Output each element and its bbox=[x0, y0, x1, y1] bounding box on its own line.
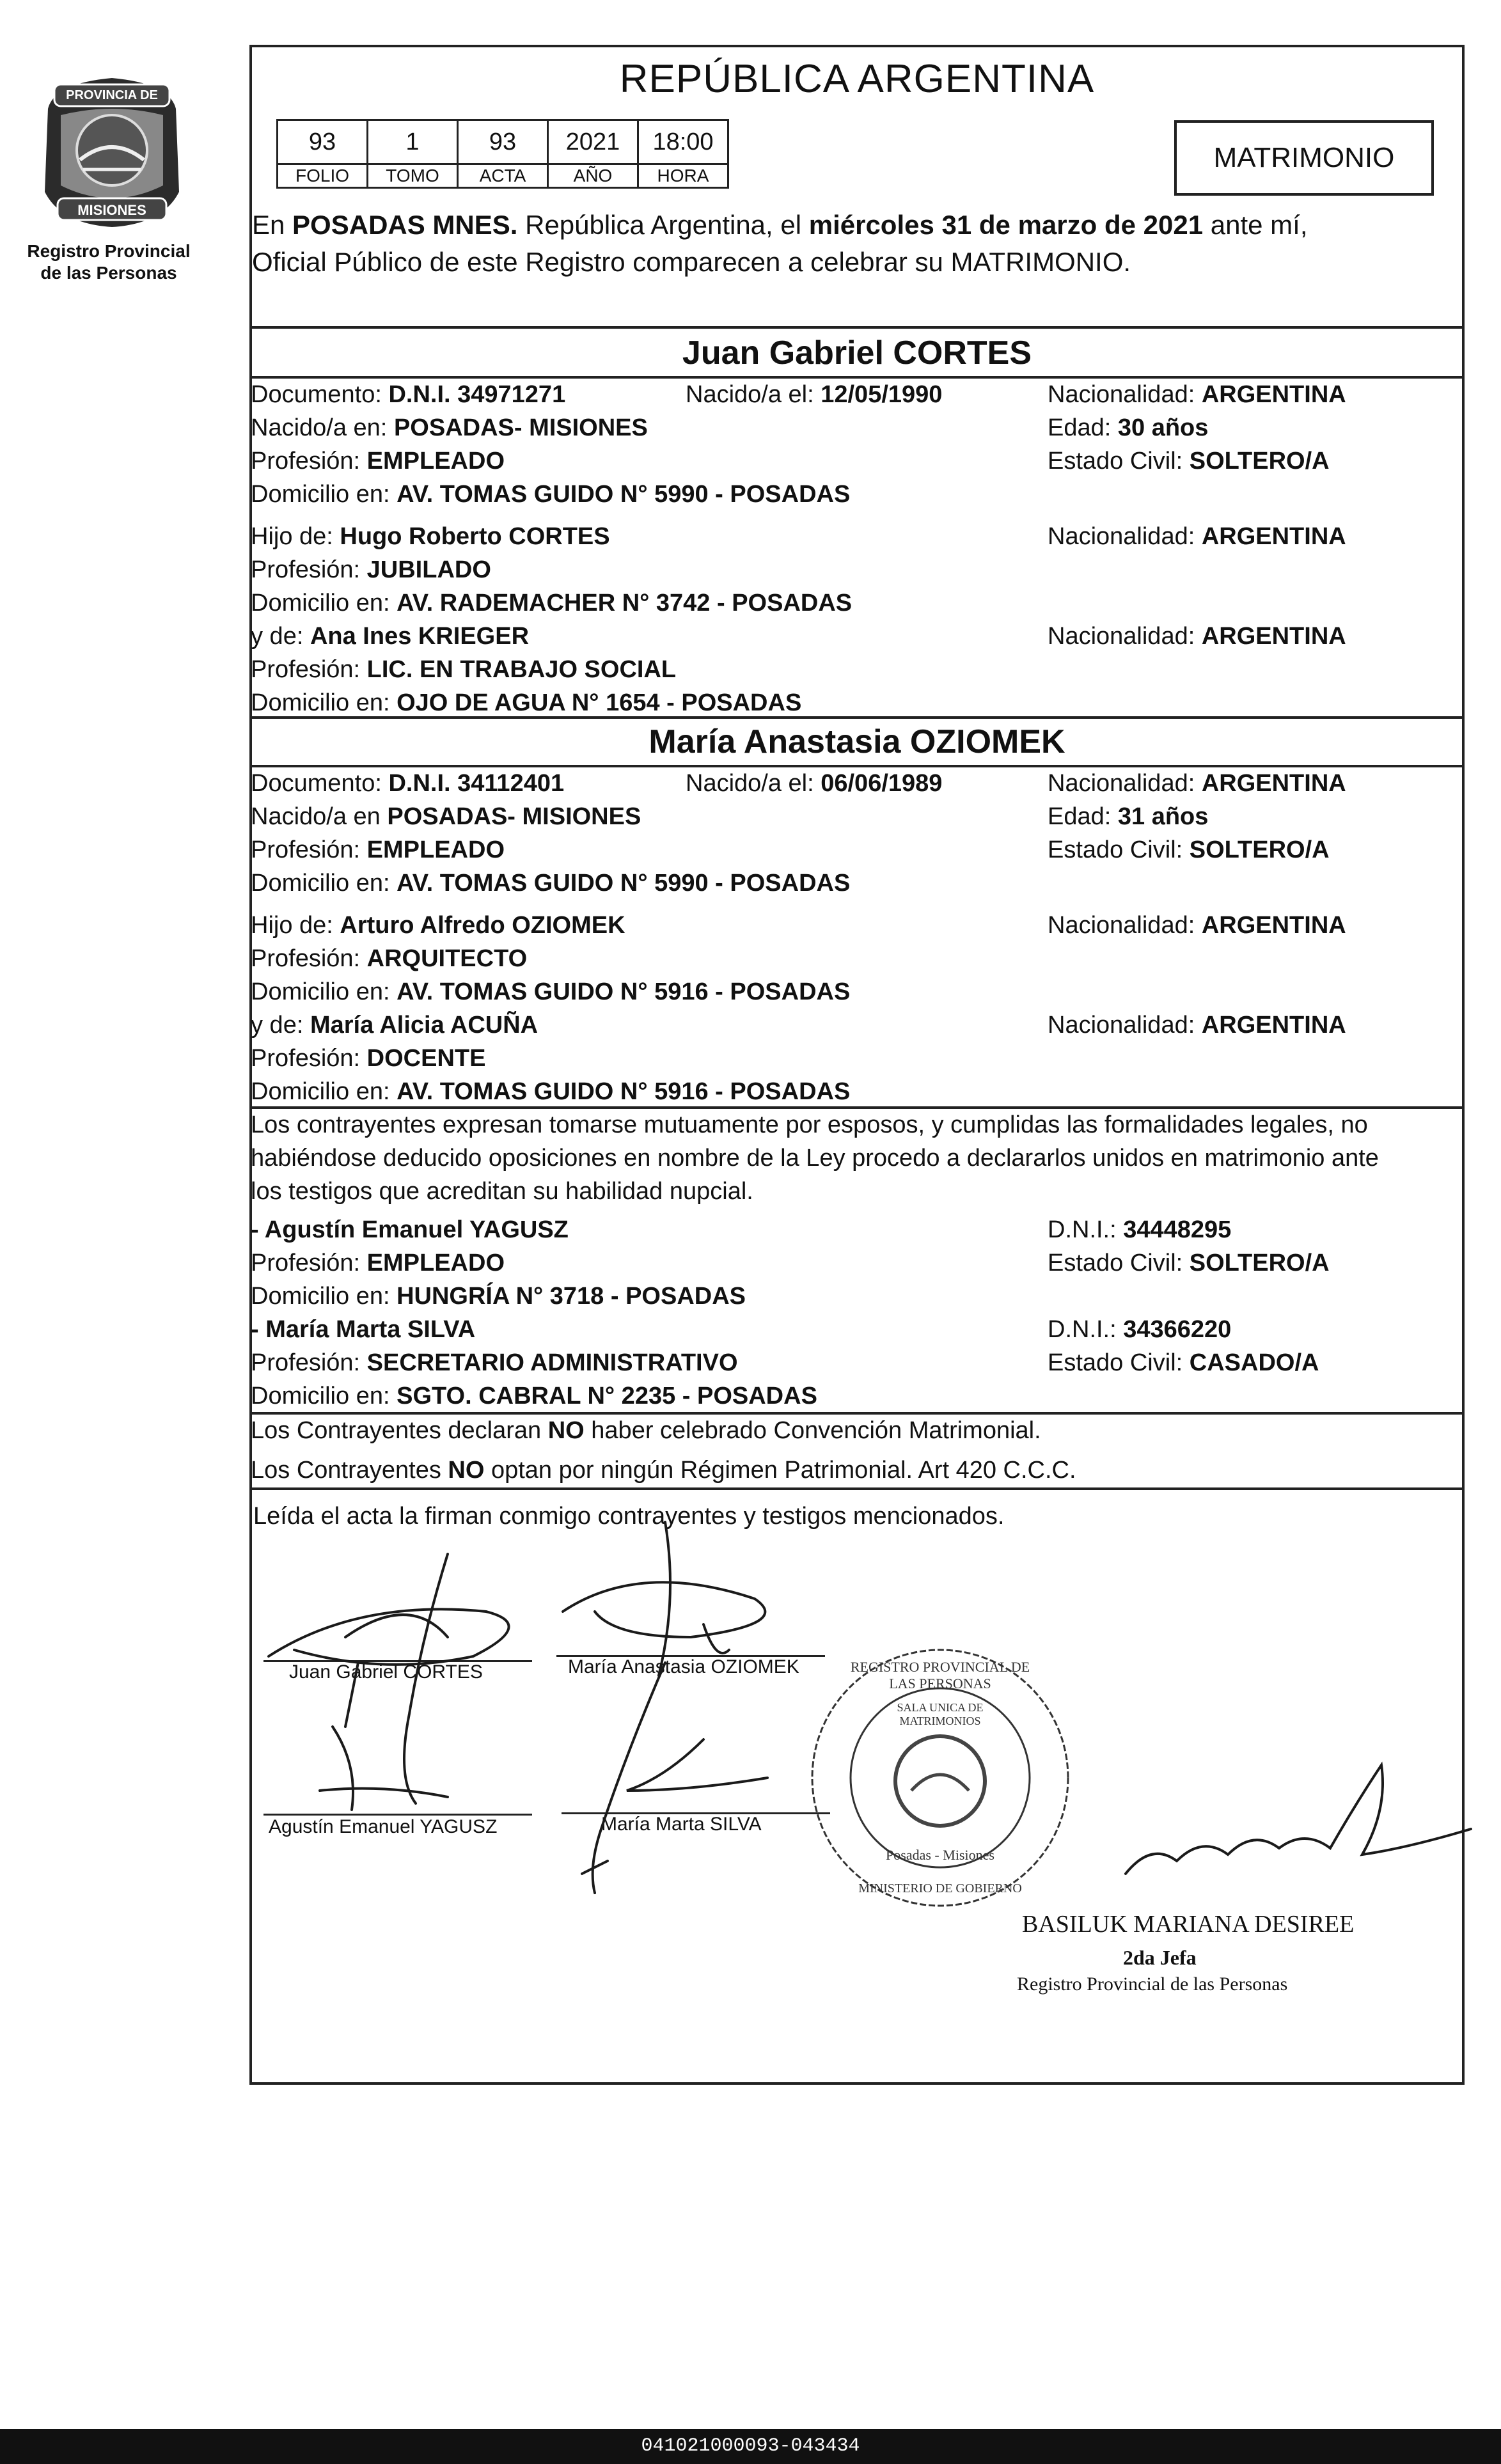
spouse1-civil-status: Estado Civil: SOLTERO/A bbox=[1048, 448, 1330, 475]
anio-label: AÑO bbox=[548, 164, 638, 188]
document-code: 041021000093-043434 bbox=[641, 2435, 860, 2457]
folio-value: 93 bbox=[278, 120, 368, 164]
signature-name-witness2: María Marta SILVA bbox=[601, 1814, 762, 1835]
spouse2-father: Hijo de: Arturo Alfredo OZIOMEK bbox=[251, 912, 625, 939]
spouse2-mother: y de: María Alicia ACUÑA bbox=[251, 1012, 538, 1039]
spouse2-mother-profession: Profesión: DOCENTE bbox=[251, 1045, 486, 1072]
logo-caption-line1: Registro Provincial bbox=[27, 241, 191, 261]
spouse1-father-profession: Profesión: JUBILADO bbox=[251, 556, 491, 583]
folio-label: FOLIO bbox=[278, 164, 368, 188]
official-role: 2da Jefa bbox=[1123, 1946, 1197, 1969]
stamp-outer-text: REGISTRO PROVINCIAL DE LAS PERSONAS bbox=[850, 1659, 1030, 1691]
spouse2-mother-nationality: Nacionalidad: ARGENTINA bbox=[1048, 1012, 1346, 1039]
signature-witness2 bbox=[582, 1663, 767, 1893]
witness1-dni: D.N.I.: 34448295 bbox=[1048, 1216, 1232, 1243]
witness2-profession: Profesión: SECRETARIO ADMINISTRATIVO bbox=[251, 1349, 738, 1376]
witness1-profession: Profesión: EMPLEADO bbox=[251, 1250, 505, 1276]
tomo-label: TOMO bbox=[368, 164, 458, 188]
spouse1-document-row: Documento: D.N.I. 34971271 bbox=[251, 381, 566, 408]
clause-regime: Los Contrayentes NO optan por ningún Régimen Patrimonial. Art 420 C.C.C. bbox=[251, 1457, 1076, 1484]
hora-value: 18:00 bbox=[638, 120, 728, 164]
clause-convention: Los Contrayentes declaran NO haber celebrado Convención Matrimonial. bbox=[251, 1417, 1041, 1444]
spouse1-name: Juan Gabriel CORTES bbox=[682, 334, 1032, 372]
doc-type: MATRIMONIO bbox=[1213, 142, 1395, 173]
official-name: BASILUK MARIANA DESIREE bbox=[1022, 1911, 1355, 1938]
signature-spouse2 bbox=[563, 1522, 765, 1675]
spouse2-father-nationality: Nacionalidad: ARGENTINA bbox=[1048, 912, 1346, 939]
official-office: Registro Provincial de las Personas bbox=[1017, 1974, 1288, 1995]
stamp-ministry: MINISTERIO DE GOBIERNO bbox=[858, 1881, 1022, 1895]
spouse1-address: Domicilio en: AV. TOMAS GUIDO N° 5990 - POSADAS bbox=[251, 481, 851, 508]
spouse1-nationality: Nacionalidad: ARGENTINA bbox=[1048, 381, 1346, 408]
witness2-dni: D.N.I.: 34366220 bbox=[1048, 1316, 1232, 1343]
spouse2-age: Edad: 31 años bbox=[1048, 803, 1209, 830]
signature-spouse1 bbox=[269, 1554, 509, 1803]
spouse1-born-in: Nacido/a en: POSADAS- MISIONES bbox=[251, 414, 648, 441]
spouse2-name: María Anastasia OZIOMEK bbox=[648, 723, 1065, 760]
signature-name-spouse1: Juan Gabriel CORTES bbox=[289, 1661, 483, 1683]
signature-official bbox=[1126, 1765, 1471, 1874]
witness2-address: Domicilio en: SGTO. CABRAL N° 2235 - POSADAS bbox=[251, 1383, 817, 1409]
spouse1-mother: y de: Ana Ines KRIEGER bbox=[251, 623, 530, 650]
logo-caption-line2: de las Personas bbox=[40, 263, 177, 283]
seal-text-top: PROVINCIA DE bbox=[66, 88, 158, 102]
page-title: REPÚBLICA ARGENTINA bbox=[619, 57, 1095, 101]
document-code-bar bbox=[0, 2429, 1501, 2464]
acta-label: ACTA bbox=[458, 164, 548, 188]
spouse1-father-nationality: Nacionalidad: ARGENTINA bbox=[1048, 523, 1346, 550]
spouse1-born-on: Nacido/a el: 12/05/1990 bbox=[686, 381, 943, 408]
closing-statement: Leída el acta la firman conmigo contrayentes y testigos mencionados. bbox=[253, 1503, 1005, 1530]
spouse2-address: Domicilio en: AV. TOMAS GUIDO N° 5990 - POSADAS bbox=[251, 870, 851, 897]
witness1-address: Domicilio en: HUNGRÍA N° 3718 - POSADAS bbox=[251, 1283, 746, 1310]
spouse1-mother-nationality: Nacionalidad: ARGENTINA bbox=[1048, 623, 1346, 650]
spouse1-mother-address: Domicilio en: OJO DE AGUA N° 1654 - POSADAS bbox=[251, 689, 802, 716]
spouse1-father-address: Domicilio en: AV. RADEMACHER N° 3742 - POSADAS bbox=[251, 590, 853, 616]
witness2-name: - María Marta SILVA bbox=[251, 1316, 476, 1343]
spouse2-born-on: Nacido/a el: 06/06/1989 bbox=[686, 770, 943, 797]
intro-line2: Oficial Público de este Registro comparecen a celebrar su MATRIMONIO. bbox=[252, 247, 1131, 277]
spouse2-father-profession: Profesión: ARQUITECTO bbox=[251, 945, 528, 972]
official-stamp bbox=[806, 1644, 1074, 1912]
witness1-civil-status: Estado Civil: SOLTERO/A bbox=[1048, 1250, 1330, 1276]
witness1-name: - Agustín Emanuel YAGUSZ bbox=[251, 1216, 569, 1243]
signature-name-spouse2: María Anastasia OZIOMEK bbox=[568, 1656, 799, 1677]
seal-text-bottom: MISIONES bbox=[77, 202, 146, 218]
tomo-value: 1 bbox=[368, 120, 458, 164]
witness2-civil-status: Estado Civil: CASADO/A bbox=[1048, 1349, 1319, 1376]
spouse2-father-address: Domicilio en: AV. TOMAS GUIDO N° 5916 - POSADAS bbox=[251, 978, 851, 1005]
stamp-inner-text: SALA UNICA DE MATRIMONIOS bbox=[897, 1701, 984, 1727]
spouse2-document-row: Documento: D.N.I. 34112401 bbox=[251, 770, 565, 797]
intro-line1: En POSADAS MNES. República Argentina, el miércoles 31 de marzo de 2021 ante mí, bbox=[252, 210, 1308, 240]
spouse1-father: Hijo de: Hugo Roberto CORTES bbox=[251, 523, 610, 550]
spouse2-nationality: Nacionalidad: ARGENTINA bbox=[1048, 770, 1346, 797]
stamp-city: Posadas - Misiones bbox=[886, 1847, 994, 1863]
spouse1-age: Edad: 30 años bbox=[1048, 414, 1209, 441]
spouse2-born-in: Nacido/a en POSADAS- MISIONES bbox=[251, 803, 641, 830]
signature-witness1 bbox=[320, 1663, 448, 1810]
hora-label: HORA bbox=[638, 164, 728, 188]
anio-value: 2021 bbox=[548, 120, 638, 164]
signature-name-witness1: Agustín Emanuel YAGUSZ bbox=[269, 1816, 498, 1837]
declaration-line1: Los contrayentes expresan tomarse mutuamente por esposos, y cumplidas las formalidades legales, no bbox=[251, 1111, 1368, 1138]
spouse1-profession: Profesión: EMPLEADO bbox=[251, 448, 505, 475]
acta-value: 93 bbox=[458, 120, 548, 164]
spouse2-civil-status: Estado Civil: SOLTERO/A bbox=[1048, 836, 1330, 863]
spouse2-mother-address: Domicilio en: AV. TOMAS GUIDO N° 5916 - POSADAS bbox=[251, 1078, 851, 1105]
spouse2-profession: Profesión: EMPLEADO bbox=[251, 836, 505, 863]
spouse1-mother-profession: Profesión: LIC. EN TRABAJO SOCIAL bbox=[251, 656, 677, 683]
declaration-line3: los testigos que acreditan su habilidad nupcial. bbox=[251, 1178, 753, 1205]
declaration-line2: habiéndose deducido oposiciones en nombre de la Ley procedo a declararlos unidos en matrimonio ante bbox=[251, 1145, 1379, 1172]
